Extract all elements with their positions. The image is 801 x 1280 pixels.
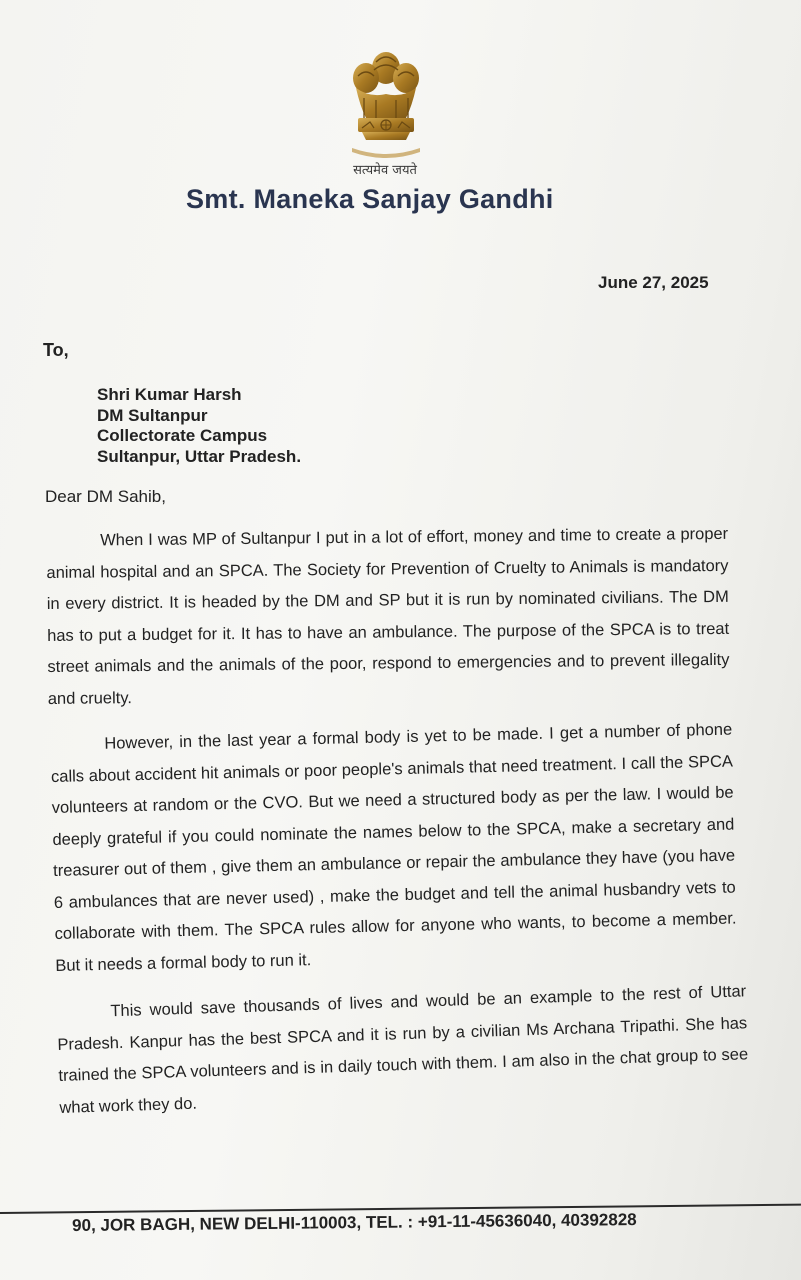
footer-address: 90, JOR BAGH, NEW DELHI-110003, TEL. : +91-11-45636040, 40392828 [72, 1210, 637, 1235]
letter-date: June 27, 2025 [598, 273, 709, 292]
to-label: To, [43, 340, 69, 360]
recipient-address [97, 385, 301, 467]
address-line: Sultanpur, Uttar Pradesh. [97, 446, 302, 466]
body-paragraph: This would save thousands of lives and would be an example to the rest of Uttar Pradesh. Kanpur has the best SPCA and it is run by a civilian Ms Archana Tripathi. She has trained the SPCA volunteers and is in daily touch with them. I am also in the chat group to see what work they do. [57, 982, 749, 1117]
address-line: Collectorate Campus [97, 426, 268, 445]
sender-name: Smt. Maneka Sanjay Gandhi [186, 184, 554, 214]
body-paragraph: When I was MP of Sultanpur I put in a lot of effort, money and time to create a proper animal hospital and an SPCA. The Society for Prevention of Cruelty to Animals is mandatory in every district. It is headed by the DM and SP but it is run by nominated civilians. The DM has to put a budget for it. It has to have an ambulance. The purpose of the SPCA is to treat street animals and the animals of the poor, respond to emergencies and to prevent illegality and cruelty. [46, 524, 730, 708]
address-line: Shri Kumar Harsh [97, 385, 242, 404]
salutation: Dear DM Sahib, [45, 487, 166, 506]
emblem-motto: सत्यमेव जयते [353, 163, 417, 178]
address-line: DM Sultanpur [97, 405, 208, 425]
body-paragraph: However, in the last year a formal body is yet to be made. I get a number of phone calls about accident hit animals or poor people's animals that need treatment. I call the SPCA volunteers at random or the CVO. But we need a structured body as per the law. I would be deeply grateful if you could nominate the names below to the SPCA, make a secretary and treasurer out of them , give them an ambulance or repair the ambulance they have (you have 6 ambulances that are never used) , make the budget and tell the animal husbandry vets to collaborate with them. The SPCA rules allow for anyone who wants, to become a member. But it needs a formal body to run it. [50, 720, 737, 975]
